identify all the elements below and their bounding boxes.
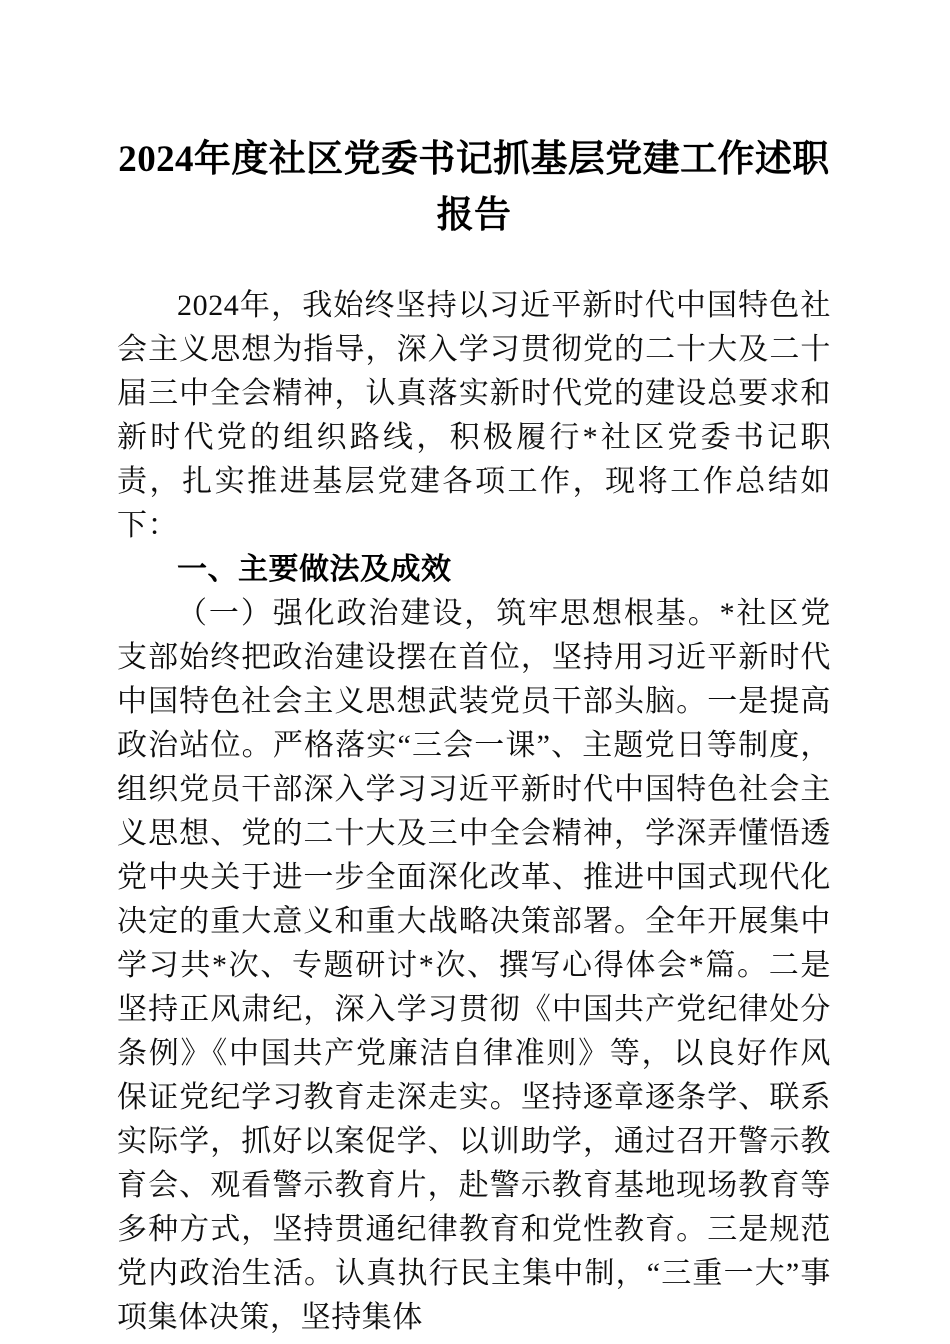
intro-paragraph: 2024年，我始终坚持以习近平新时代中国特色社会主义思想为指导，深入学习贯彻党的二十大及二十届三中全会精神，认真落实新时代党的建设总要求和新时代党的组织路线，积极履行*社区党委书记职责，扎实推进基层党建各项工作，现将工作总结如下：: [117, 289, 831, 542]
section-heading-main-practices: 一、主要做法及成效: [177, 553, 452, 586]
title-body-spacer: [117, 244, 831, 284]
subsection-paragraph-political-construction: （一）强化政治建设，筑牢思想根基。*社区党支部始终把政治建设摆在首位，坚持用习近平新时代中国特色社会主义思想武装党员干部头脑。一是提高政治站位。严格落实“三会一课”、主题党日等制度，组织党员干部深入学习习近平新时代中国特色社会主义思想、党的二十大及三中全会精神，学深弄懂悟透党中央关于进一步全面深化改革、推进中国式现代化决定的重大意义和重大战略决策部署。全年开展集中学习共*次、专题研讨*次、撰写心得体会*篇。二是坚持正风肃纪，深入学习贯彻《中国共产党纪律处分条例》《中国共产党廉洁自律准则》等，以良好作风保证党纪学习教育走深走实。坚持逐章逐条学、联系实际学，抓好以案促学、以训助学，通过召开警示教育会、观看警示教育片，赴警示教育基地现场教育等多种方式，坚持贯通纪律教育和党性教育。三是规范党内政治生活。认真执行民主集中制，“三重一大”事项集体决策，坚持集体: [117, 597, 831, 1334]
document-body: [117, 0, 831, 1340]
page-title: 2024年度社区党委书记抓基层党建工作述职报告: [118, 139, 830, 236]
